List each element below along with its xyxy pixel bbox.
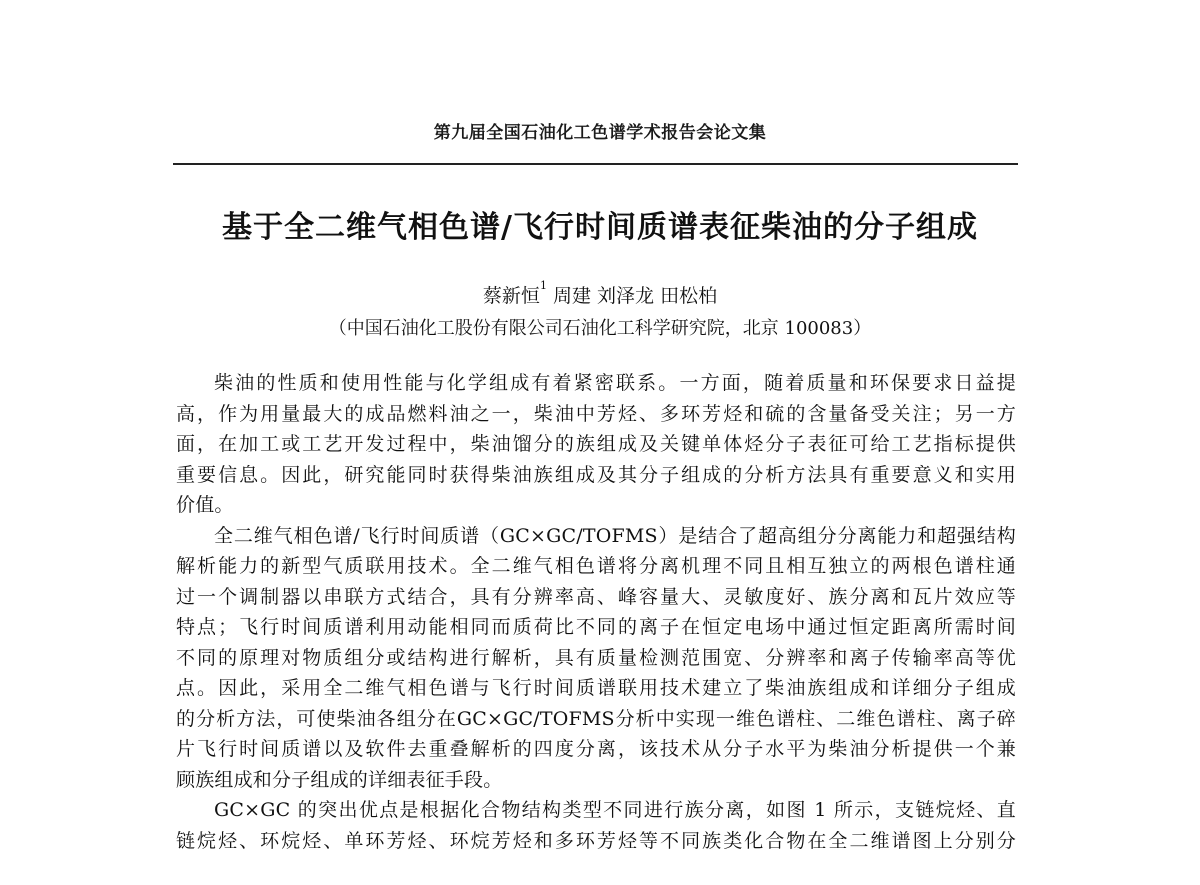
running-header: 第九届全国石油化工色谱学术报告会论文集	[433, 123, 767, 143]
body-line: 点。因此，采用全二维气相色谱与飞行时间质谱联用技术建立了柴油族组成和详细分子组成	[176, 677, 1016, 699]
body-line: GC×GC 的突出优点是根据化合物结构类型不同进行族分离，如图 1 所示，支链烷烃、直	[214, 799, 1016, 821]
body-line: 的分析方法，可使柴油各组分在GC×GC/TOFMS分析中实现一维色谱柱、二维色谱柱、离子碎	[176, 707, 1016, 730]
body-line: 链烷烃、环烷烃、单环芳烃、环烷芳烃和多环芳烃等不同族类化合物在全二维谱图上分别分	[176, 829, 1016, 852]
body-line: 不同的原理对物质组分或结构进行解析，具有质量检测范围宽、分辨率和离子传输率高等优	[176, 646, 1016, 669]
body-line: 柴油的性质和使用性能与化学组成有着紧密联系。一方面，随着质量和环保要求日益提	[214, 372, 1016, 394]
body-line: 价值。	[176, 494, 234, 516]
affiliation-mark: 1	[539, 279, 547, 292]
first-author: 蔡新恒	[482, 285, 540, 307]
body-line: 特点；飞行时间质谱利用动能相同而质荷比不同的离子在恒定电场中通过恒定距离所需时间	[176, 616, 1016, 638]
paper-title: 基于全二维气相色谱/飞行时间质谱表征柴油的分子组成	[222, 210, 978, 245]
body-line: 过一个调制器以串联方式结合，具有分辨率高、峰容量大、灵敏度好、族分离和瓦片效应等	[176, 585, 1016, 608]
body-line: 面，在加工或工艺开发过程中，柴油馏分的族组成及关键单体烃分子表征可给工艺指标提供	[176, 433, 1016, 455]
header-rule	[173, 163, 1018, 165]
body-line: 高，作为用量最大的成品燃料油之一，柴油中芳烃、多环芳烃和硫的含量备受关注；另一方	[176, 402, 1016, 425]
body-text	[176, 368, 1016, 856]
body-line: 全二维气相色谱/飞行时间质谱（GC×GC/TOFMS）是结合了超高组分分离能力和超强结构	[214, 524, 1016, 547]
body-line: 顾族组成和分子组成的详细表征手段。	[176, 768, 503, 791]
author-line	[0, 281, 1200, 308]
affiliation: （中国石油化工股份有限公司石油化工科学研究院，北京 100083）	[328, 318, 872, 339]
other-authors: 周建 刘泽龙 田松柏	[552, 285, 718, 307]
body-line: 片飞行时间质谱以及软件去重叠解析的四度分离，该技术从分子水平为柴油分析提供一个兼	[176, 738, 1016, 760]
body-line: 重要信息。因此，研究能同时获得柴油族组成及其分子组成的分析方法具有重要意义和实用	[176, 463, 1016, 486]
body-line: 解析能力的新型气质联用技术。全二维气相色谱将分离机理不同且相互独立的两根色谱柱通	[176, 555, 1016, 577]
